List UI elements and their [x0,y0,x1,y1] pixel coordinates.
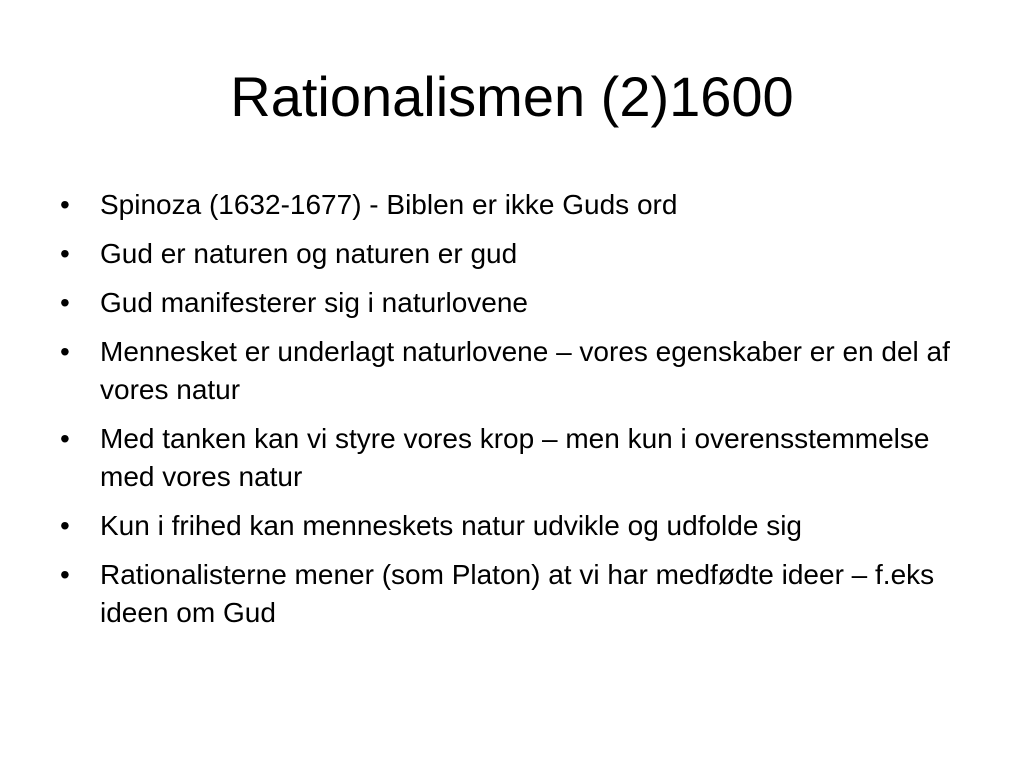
bullet-marker-icon: • [60,510,70,541]
bullet-item [56,420,976,496]
bullet-marker-icon: • [60,336,70,367]
slide-title: Rationalismen (2)1600 [230,65,794,128]
bullet-marker-icon: • [60,423,70,454]
bullet-text: Gud manifesterer sig i naturlovene [100,287,528,318]
bullet-text: Spinoza (1632-1677) - Biblen er ikke Guds ord [100,189,678,220]
bullet-item [56,507,976,545]
bullet-item [56,235,976,273]
bullet-marker-icon: • [60,559,70,590]
bullet-text: Kun i frihed kan menneskets natur udvikle og udfolde sig [100,510,802,541]
bullet-marker-icon: • [60,189,70,220]
bullet-item [56,556,976,632]
bullet-list [56,186,976,643]
bullet-text: Med tanken kan vi styre vores krop – men kun i overensstemmelse med vores natur [100,423,930,492]
bullet-text: Rationalisterne mener (som Platon) at vi har medfødte ideer – f.eks ideen om Gud [100,559,935,628]
bullet-text: Mennesket er underlagt naturlovene – vores egenskaber er en del af vores natur [100,336,950,405]
bullet-item [56,333,976,409]
bullet-item [56,284,976,322]
bullet-item [56,186,976,224]
bullet-marker-icon: • [60,238,70,269]
bullet-marker-icon: • [60,287,70,318]
bullet-text: Gud er naturen og naturen er gud [100,238,518,269]
